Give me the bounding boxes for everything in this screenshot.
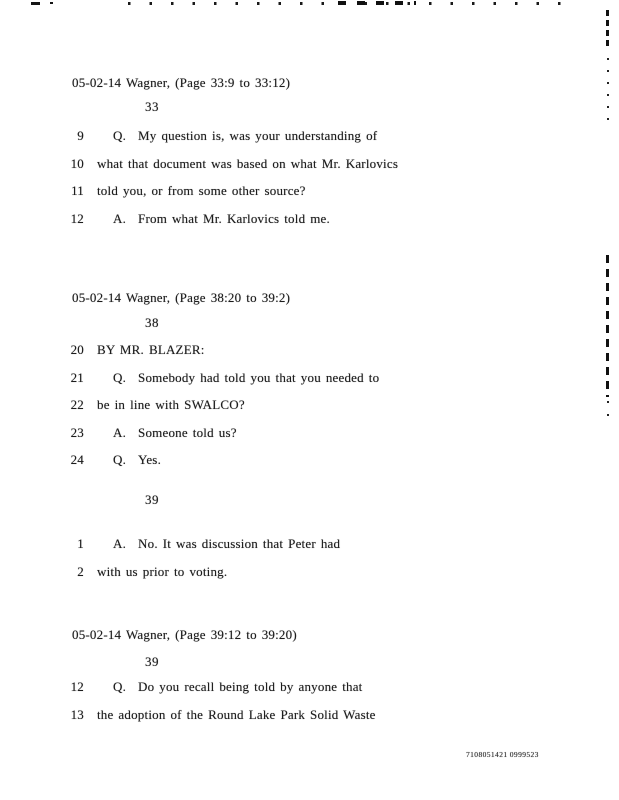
transcript-line (0, 673, 619, 701)
transcript-line (0, 336, 619, 364)
line-number: 21 (70, 369, 84, 385)
speaker-label: A. (113, 424, 127, 440)
line-number: 22 (70, 397, 84, 412)
speaker-label: Q. (113, 128, 127, 143)
transcript-lines (0, 530, 619, 585)
line-number: 20 (70, 342, 84, 357)
line-text: Yes. (138, 452, 162, 467)
line-number: 12 (70, 210, 84, 226)
line-text: Someone told us? (138, 424, 237, 440)
transcript-line (0, 530, 619, 558)
transcript-line (0, 150, 619, 178)
scan-artifact-top-dash (31, 2, 40, 5)
line-text: No. It was discussion that Peter had (138, 536, 341, 551)
transcript-line (0, 177, 619, 205)
line-number: 1 (77, 536, 84, 551)
line-text: be in line with SWALCO? (97, 397, 245, 412)
line-number: 10 (70, 155, 84, 171)
line-number: 24 (70, 452, 84, 467)
transcript-line (0, 419, 619, 447)
line-text: From what Mr. Karlovics told me. (138, 210, 330, 226)
transcript-lines (0, 336, 619, 474)
page-number: 33 (145, 99, 159, 114)
line-text: what that document was based on what Mr. Karlovics (97, 155, 399, 171)
scan-artifact-top-dashes (338, 1, 416, 5)
line-text: told you, or from some other source? (97, 183, 306, 198)
transcript-line (0, 364, 619, 392)
line-number: 9 (77, 128, 84, 143)
excerpt-heading: 05-02-14 Wagner, (Page 38:20 to 39:2) (72, 290, 291, 305)
excerpt-heading: 05-02-14 Wagner, (Page 33:9 to 33:12) (72, 75, 291, 90)
speaker-label: Q. (113, 369, 127, 385)
bates-number: 7108051421 0999523 (466, 750, 539, 759)
transcript-line (0, 205, 619, 233)
scan-artifact-right-dots (607, 58, 609, 122)
scan-artifact-right-line (606, 10, 609, 50)
transcript-line (0, 122, 619, 150)
speaker-label: Q. (113, 679, 127, 694)
excerpt-heading: 05-02-14 Wagner, (Page 39:12 to 39:20) (72, 627, 297, 642)
speaker-label: A. (113, 210, 127, 226)
transcript-lines (0, 122, 619, 232)
transcript-lines (0, 673, 619, 728)
page-number: 38 (145, 315, 159, 330)
line-number: 2 (77, 563, 84, 579)
line-text: BY MR. BLAZER: (97, 342, 205, 357)
speaker-label: Q. (113, 452, 127, 467)
line-number: 12 (70, 679, 84, 694)
transcript-line (0, 558, 619, 586)
page-number: 39 (145, 654, 159, 669)
page-number: 39 (145, 492, 159, 507)
line-text: My question is, was your understanding of (138, 128, 378, 143)
line-number: 11 (71, 183, 84, 198)
transcript-line (0, 701, 619, 729)
line-text: Do you recall being told by anyone that (138, 679, 363, 694)
scan-artifact-top-dot (50, 2, 53, 4)
transcript-line (0, 391, 619, 419)
line-text: with us prior to voting. (97, 563, 228, 579)
speaker-label: A. (113, 536, 127, 551)
line-text: the adoption of the Round Lake Park Solid Waste (97, 706, 376, 722)
transcript-line (0, 446, 619, 474)
line-text: Somebody had told you that you needed to (138, 369, 380, 385)
line-number: 23 (70, 424, 84, 440)
line-number: 13 (70, 706, 84, 722)
